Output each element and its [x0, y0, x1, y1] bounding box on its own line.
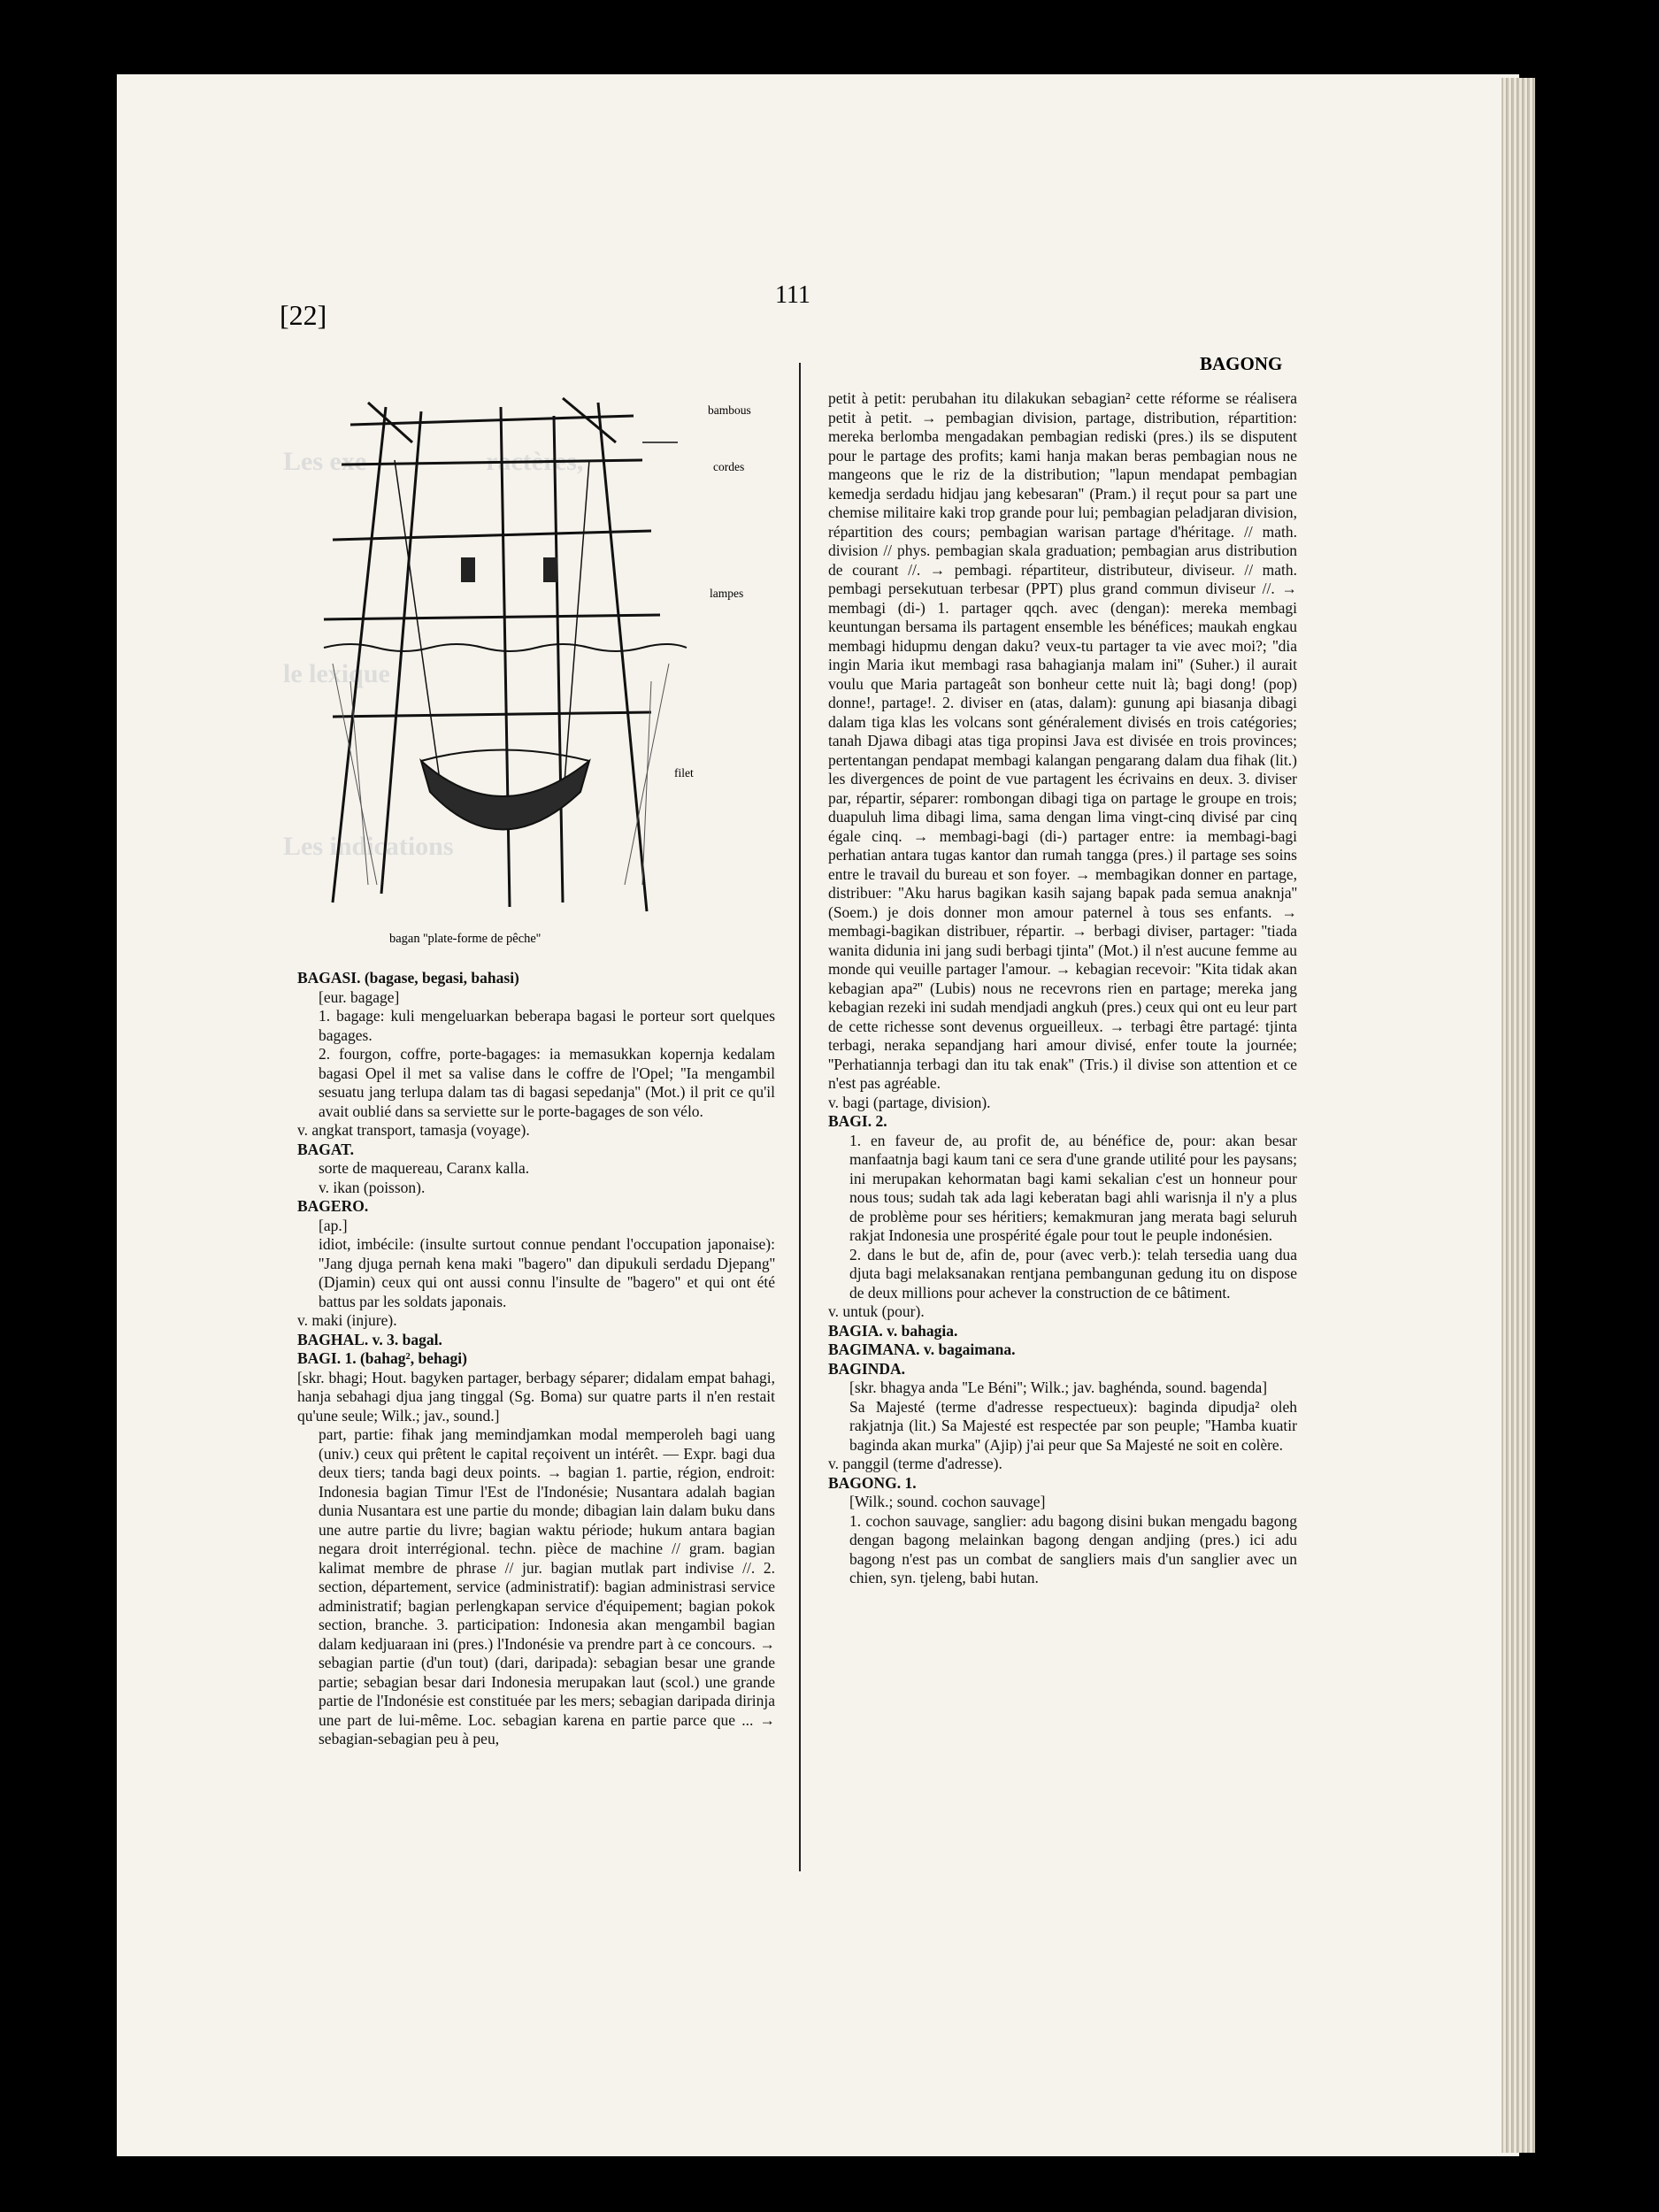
- cross-reference: v. panggil (terme d'adresse).: [828, 1455, 1002, 1472]
- fishing-platform-illustration: [297, 389, 775, 964]
- show-through-text: Les exe ractères,: [283, 447, 584, 476]
- entry-headword: BAGINDA.: [828, 1359, 906, 1378]
- definition: idiot, imbécile: (insulte surtout connue pendant l'occupation japonaise): ''Jang djuga pernah kena maki ''bagero'' dan dipukuli serdadu Djepang'' (Djamin) ceux qui ont aussi connu l'insulte de ''bagero'' et qui ont été battus par les soldats japonais.: [319, 1235, 775, 1310]
- show-through-text: le lexique: [283, 659, 390, 688]
- etymology: [ap.]: [319, 1216, 348, 1234]
- definition: 1. en faveur de, au profit de, au bénéfice de, pour: akan besar manfaatnja bagi kaum tani ce sera d'une grande utilité pour les paysans; ini merupakan kehormatan bagi kami sekalian c'est un honneur pour nous tous; sudah tak ada lagi keberatan bagi ahli warisnja il n'y a plus de problème pour ses héritiers; kemakmuran jang merata bagi seluruh rakjat Indonesia une prospérité égale pour tout le peuple indonésien.: [849, 1131, 1297, 1244]
- definition: petit à petit: perubahan itu dilakukan sebagian² cette réforme se réalisera petit à petit. → pembagian division, partage, distribution, répartition: mereka berlomba mengadakan pembagian rediski (pres.) ils se disputent pour le partage des profits; kami hanja makan beras pembagian nous ne mangeons que le riz de la distribution; ''lapun mendapat pembagian kemedja serdadu hidjau jang kebesaran'' (Pram.) il reçut pour sa part une chemise militaire kaki trop grande pour lui; pembagian peladjaran division, répartition des cours; pembagian warisan partage d'héritage. // math. division // phys. pembagian skala graduation; pembagian arus distribution de courant //. → pembagi. répartiteur, distributeur, diviseur. // math. pembagi persekutuan terbesar (PPT) plus grand commun diviseur //. → membagi (di-) 1. partager qqch. avec (dengan): mereka membagi keuntungan bersama ils partagent ensemble les bénéfices; maukah engkau membagi hidupmu dengan daku? veux-tu partager ta vie avec moi?; ''dia ingin Maria ikut membagi rasa bahagianja malam ini'' (Suher.) il aurait voulu que Maria partageât son bonheur cette nuit là; bagi dong! (pop) donne!, partage!. 2. diviser en (atas, dalam): gunung api biasanja dibagi dalam tiga klas les volcans sont généralement divisés en trois catégories; tanah Djawa dibagi atas tiga propinsi Java est divisée en trois provinces; pertentangan pendapat membagi kalangan pengarang dalam dua fihak (lit.) les divergences de point de vue partagent les écrivains en deux. 3. diviser par, répartir, séparer: rombongan dibagi tiga on partage le groupe en trois; duapuluh lima dibagi lima, sama dengan lima vingt-cinq divisé par cinq égale cinq. → membagi-bagi (di-) partager entre: ia membagi-bagi perhatian antara tugas kantor dan rumah tangga (pres.) il partage ses soins entre le travail du bureau et son foyer. → membagikan donner en partage, distribuer: ''Aku harus bagikan kasih sajang bapak pada semua anaknja'' (Soem.) je dois donner mon amour paternel à tous ses enfants. → membagi-bagikan distribuer, répartir. → berbagi diviser, partager: ''tiada wanita didunia ini jang sudi berbagi tjinta'' (Mot.) il n'est aucune femme au monde qui veuille partager l'amour. → kebagian recevoir: ''Kita tidak akan kebagian apa²'' (Lubis) nous ne recevrons rien en partage; mereka jang kebagian rezeki ini sudah mendjadi angkuh (pres.) ceux qui ont eu leur part de cette richesse sont devenus orgueilleux. → terbagi être partagé: tjinta terbagi, neraka sepandjang hari amour divisé, enfer toute la journée; ''Perhatiannja terbagi dan itu tak enak'' (Tris.) il divise son attention et ce n'est pas agréable.: [828, 389, 1297, 1092]
- entry-headword: BAGI. 2.: [828, 1112, 887, 1130]
- definition: Sa Majesté (terme d'adresse respectueux): baginda dipudja² oleh rakjatnja (lit.) Sa Majesté est respectée par son peuple; ''Hamba kuatir baginda akan murka'' (Ajip) j'ai peur que Sa Majesté ne soit en colère.: [849, 1397, 1297, 1454]
- running-head: BAGONG: [1200, 353, 1283, 374]
- column-divider: [799, 363, 801, 1871]
- etymology: [skr. bhagi; Hout. bagyken partager, berbagy séparer; didalam empat bahagi, hanja sebahagi djua jang tinggal (Sg. Boma) sur quatre parts il n'en restait qu'une seule; Wilk.; jav., sound.]: [297, 1368, 775, 1425]
- entry-headword: BAGERO.: [297, 1197, 369, 1215]
- entry-headword: BAGAT.: [297, 1140, 355, 1158]
- cross-reference: v. bagi (partage, division).: [828, 1093, 991, 1111]
- definition: sorte de maquereau, Caranx kalla.: [319, 1159, 530, 1177]
- page-edges: [1502, 78, 1535, 2153]
- figure-caption: bagan ''plate-forme de pêche'': [389, 932, 541, 946]
- definition: 2. fourgon, coffre, porte-bagages: ia memasukkan kopernja kedalam bagasi Opel il met sa valise dans le coffre de l'Opel; ''Ia mengambil sesuatu jang terlupa dalam tas di bagasi sepedanja'' (Mot.) il prit ce qu'il avait oublié dans sa serviette sur le porte-bagages de son vélo.: [319, 1045, 775, 1120]
- left-column: [297, 969, 775, 1749]
- entry-headword: BAGONG. 1.: [828, 1473, 917, 1492]
- cross-reference: v. ikan (poisson).: [319, 1178, 426, 1196]
- figure-label: cordes: [713, 460, 745, 473]
- figure-label: bambous: [708, 403, 751, 417]
- etymology: [eur. bagage]: [319, 987, 400, 1006]
- entry-headword: BAGI. 1. (bahag², behagi): [297, 1349, 467, 1367]
- entry-headword: BAGASI. (bagase, begasi, bahasi): [297, 969, 519, 987]
- entry-headword: BAGIMANA. v. bagaimana.: [828, 1340, 1016, 1358]
- figure-label: filet: [674, 766, 694, 780]
- etymology: [Wilk.; sound. cochon sauvage]: [849, 1493, 1046, 1510]
- etymology: [skr. bhagya anda ''Le Béni''; Wilk.; jav. baghénda, sound. bagenda]: [849, 1379, 1268, 1396]
- definition: 1. cochon sauvage, sanglier: adu bagong disini bukan mengadu bagong dengan bagong melainkan bagong dengan andjing (pres.) ici adu bagong n'est pas un combat de sangliers mais d'un sanglier avec un chien, syn. tjeleng, babi hutan.: [849, 1511, 1297, 1586]
- definition: part, partie: fihak jang memindjamkan modal memperoleh bagi uang (univ.) ceux qui prêtent le capital reçoivent un intérêt. — Expr. bagi dua deux tiers; tanda bagi deux points. → bagian 1. partie, région, endroit: Indonesia bagian Timur l'Est de l'Indonésie; Nusantara adalah bagian dunia Nusantara est une partie du monde; dibagian lain dalam buku dans une autre partie du livre; bagian waktu période; hukum antara bagian negara droit interrégional. techn. pièce de machine // gram. bagian kalimat membre de phrase // jur. bagian mutlak part indivise //. 2. section, département, service (administratif): bagian administrasi service administratif; bagian perlengkapan service d'équipement; bagian pokok section, branche. 3. participation: Indonesia akan mengambil bagian dalam kedjuaraan ini (pres.) l'Indonésie va prendre part à ce concours. → sebagian partie (d'un tout) (dari, daripada): sebagian besar une grande partie; sebagian besar dari Indonesia merupakan laut (scol.) une grande partie de l'Indonésie est constituée par les mers; sebagian daripada dirinja une part de lui-même. Loc. sebagian karena en partie parce que ... → sebagian-sebagian peu à peu,: [319, 1425, 775, 1747]
- cross-reference: v. angkat transport, tamasja (voyage).: [297, 1121, 530, 1139]
- entry-headword: BAGIA. v. bahagia.: [828, 1321, 958, 1340]
- figure-label: lampes: [710, 587, 744, 600]
- show-through-text: Les indications: [283, 832, 454, 861]
- definition: 2. dans le but de, afin de, pour (avec verb.): telah tersedia uang dua djuta bagi melaksanakan rentjana pembangunan gedung itu on dispose de deux millions pour achever la construction de ce bâtiment.: [849, 1245, 1297, 1302]
- definition: 1. bagage: kuli mengeluarkan beberapa bagasi le porteur sort quelques bagages.: [319, 1007, 775, 1044]
- cross-reference: v. maki (injure).: [297, 1311, 397, 1329]
- right-column: [828, 389, 1297, 1588]
- entry-headword: BAGHAL. v. 3. bagal.: [297, 1330, 442, 1348]
- cross-reference: v. untuk (pour).: [828, 1302, 925, 1320]
- plate-number: [22]: [280, 299, 327, 331]
- page-number: 111: [775, 281, 810, 309]
